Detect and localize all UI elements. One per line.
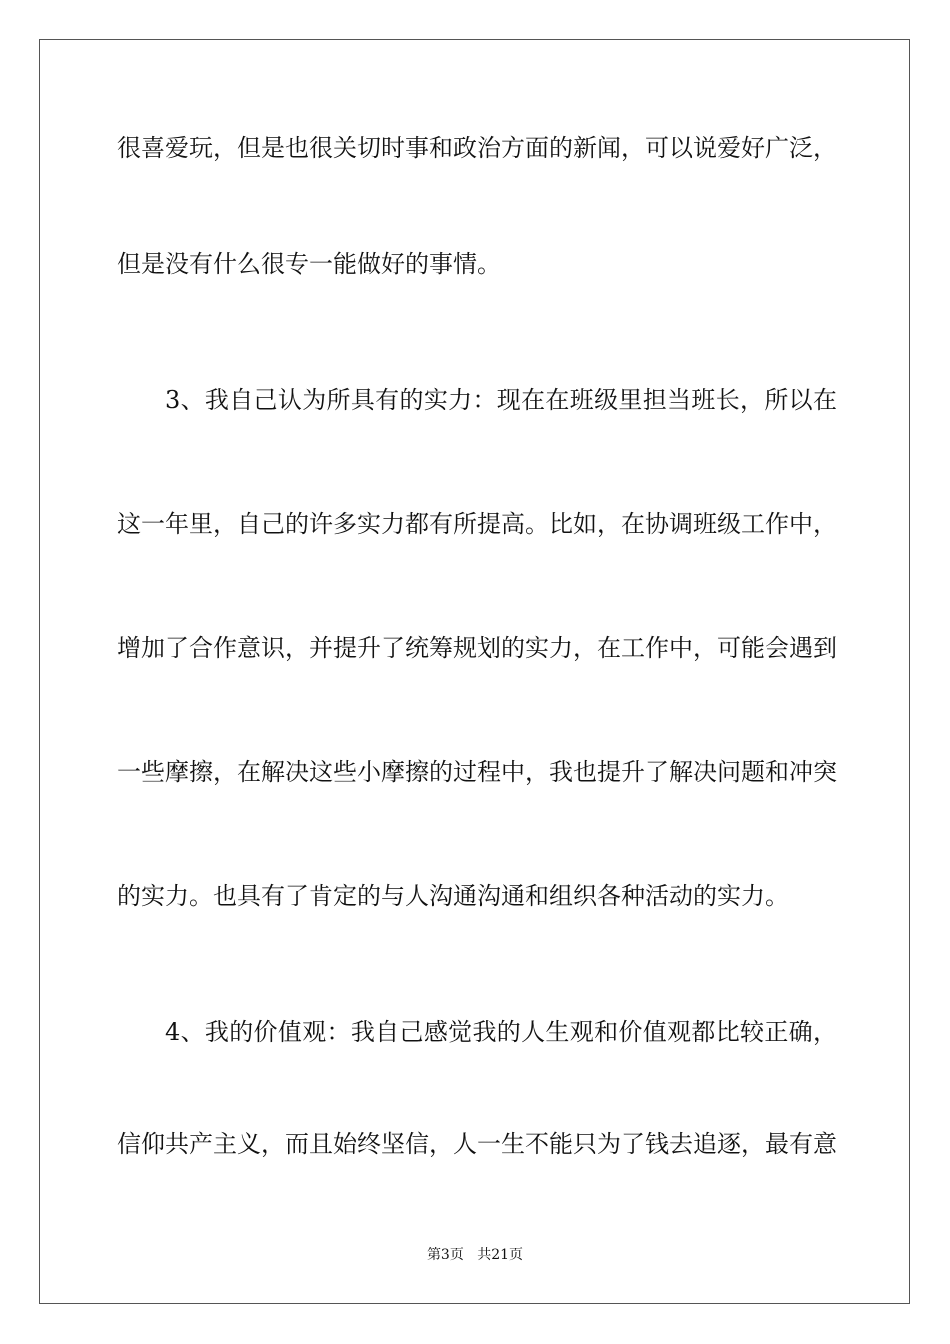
- page-total: 共21页: [477, 1247, 524, 1263]
- paragraph-line: 信仰共产主义，而且始终坚信，人一生不能只为了钱去追逐，最有意: [117, 1130, 837, 1158]
- paragraph-line: 的实力。也具有了肯定的与人沟通沟通和组织各种活动的实力。: [117, 882, 789, 910]
- page-border: [39, 39, 910, 1304]
- page-number: 第3页: [426, 1247, 464, 1263]
- paragraph-line: 3、我自己认为所具有的实力：现在在班级里担当班长，所以在: [165, 386, 837, 414]
- page-footer: [0, 1244, 950, 1264]
- paragraph-line: 这一年里，自己的许多实力都有所提高。比如，在协调班级工作中，: [117, 510, 837, 538]
- paragraph-line: 但是没有什么很专一能做好的事情。: [117, 250, 501, 278]
- paragraph-line: 一些摩擦，在解决这些小摩擦的过程中，我也提升了解决问题和冲突: [117, 758, 837, 786]
- paragraph-line: 4、我的价值观：我自己感觉我的人生观和价值观都比较正确，: [165, 1018, 837, 1046]
- paragraph-line: 很喜爱玩，但是也很关切时事和政治方面的新闻，可以说爱好广泛，: [117, 134, 837, 162]
- paragraph-line: 增加了合作意识，并提升了统筹规划的实力，在工作中，可能会遇到: [117, 634, 837, 662]
